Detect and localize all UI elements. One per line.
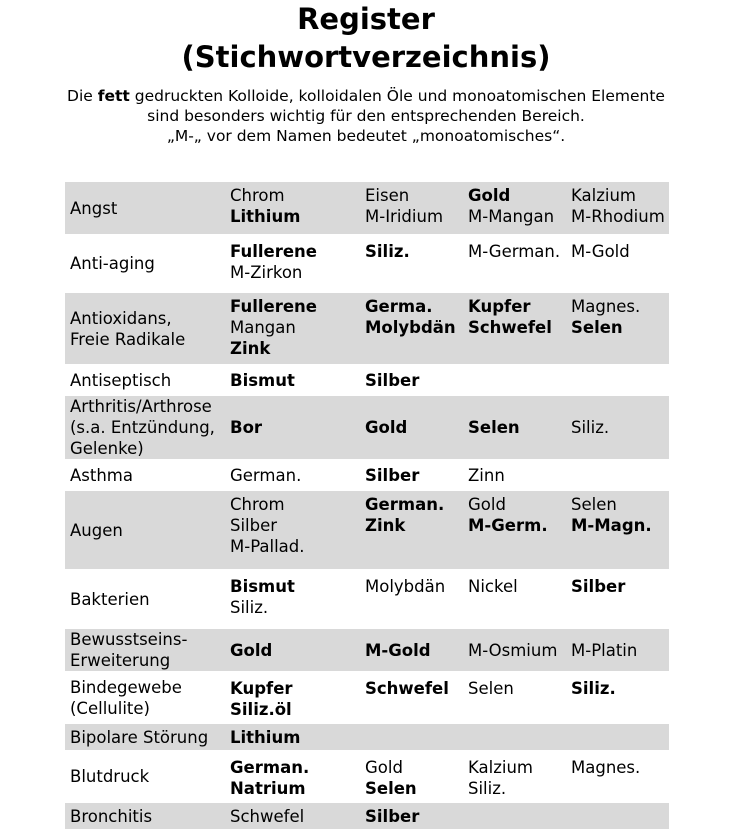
element-entry: Silber: [365, 465, 420, 485]
element-entry: Fullerene: [230, 297, 317, 316]
table-row: [65, 675, 669, 720]
row-cell: [463, 754, 566, 799]
topic-line: Bronchitis: [70, 806, 153, 826]
topic-line: Bipolare Störung: [70, 727, 209, 747]
topic-line: Arthritis/Arthrose: [70, 397, 212, 416]
row-cell: [225, 182, 360, 234]
row-cell: [360, 396, 463, 459]
element-entry: Bismut: [230, 370, 295, 390]
row-topic: [65, 754, 225, 799]
element-entry: German.: [365, 495, 445, 514]
element-entry: Lithium: [230, 207, 301, 226]
row-cell: [566, 573, 669, 625]
element-entry: Schwefel: [468, 318, 552, 337]
element-entry: Fullerene: [230, 242, 317, 261]
element-entry: Selen: [468, 679, 514, 698]
row-cell: [463, 368, 566, 392]
topic-line: Gelenke): [70, 439, 144, 458]
table-row: [65, 724, 669, 750]
row-cell: [360, 491, 463, 569]
topic-line: Bakterien: [70, 589, 150, 609]
element-entry: M-German.: [468, 242, 561, 261]
row-cell: [463, 629, 566, 671]
element-entry: M-Osmium: [468, 640, 558, 660]
element-entry: Gold: [468, 495, 506, 514]
element-entry: German.: [230, 465, 302, 485]
element-entry: M-Platin: [571, 640, 638, 660]
element-entry: M-Rhodium: [571, 207, 665, 226]
element-entry: Siliz.: [230, 598, 269, 617]
element-entry: Silber: [230, 516, 278, 535]
table-row: [65, 573, 669, 625]
element-entry: M-Gold: [571, 242, 630, 261]
element-entry: Siliz.: [571, 418, 610, 437]
topic-line: Bindegewebe: [70, 677, 182, 697]
element-entry: Bismut: [230, 577, 295, 596]
row-topic: [65, 629, 225, 671]
element-entry: M-Germ.: [468, 516, 548, 535]
intro-line-1: Die fett gedruckten Kolloide, kolloidalen Öle und monoatomischen Elemente: [67, 87, 665, 105]
element-entry: Zink: [365, 516, 406, 535]
row-topic: [65, 396, 225, 459]
element-entry: Lithium: [230, 727, 301, 747]
element-entry: M-Gold: [365, 640, 431, 660]
row-cell: [360, 724, 463, 750]
row-cell: [463, 491, 566, 569]
table-row: [65, 803, 669, 829]
table-row: [65, 293, 669, 364]
row-cell: [463, 182, 566, 234]
table-row: [65, 491, 669, 569]
row-cell: [566, 182, 669, 234]
element-entry: Selen: [365, 779, 417, 798]
row-cell: [225, 491, 360, 569]
row-cell: [225, 238, 360, 289]
row-topic: [65, 182, 225, 234]
row-cell: [225, 573, 360, 625]
intro-line-3: „M-„ vor dem Namen bedeutet „monoatomisches“.: [166, 127, 566, 145]
row-topic: [65, 724, 225, 750]
table-row: [65, 368, 669, 392]
element-entry: Mangan: [230, 318, 296, 337]
element-entry: Bor: [230, 418, 263, 437]
element-entry: M-Zirkon: [230, 263, 303, 282]
element-entry: M-Iridium: [365, 207, 444, 226]
table-row: [65, 182, 669, 234]
row-cell: [566, 629, 669, 671]
row-topic: [65, 573, 225, 625]
element-entry: Zinn: [468, 465, 505, 485]
element-entry: Siliz.: [468, 779, 507, 798]
row-cell: [360, 293, 463, 364]
element-entry: Chrom: [230, 186, 285, 205]
element-entry: Kupfer: [468, 297, 531, 316]
element-entry: Chrom: [230, 495, 285, 514]
element-entry: Silber: [365, 370, 420, 390]
row-cell: [463, 396, 566, 459]
element-entry: Selen: [468, 418, 520, 437]
topic-line: Antioxidans,: [70, 308, 172, 328]
row-cell: [566, 754, 669, 799]
row-cell: [566, 463, 669, 487]
row-cell: [463, 675, 566, 720]
element-entry: Magnes.: [571, 758, 641, 777]
element-entry: Zink: [230, 339, 271, 358]
row-cell: [360, 463, 463, 487]
row-cell: [360, 182, 463, 234]
row-cell: [225, 629, 360, 671]
table-row: [65, 396, 669, 459]
row-cell: [225, 803, 360, 829]
element-entry: M-Mangan: [468, 207, 555, 226]
intro-line-2: sind besonders wichtig für den entsprechenden Bereich.: [147, 107, 585, 125]
row-cell: [225, 293, 360, 364]
row-topic: [65, 491, 225, 569]
intro-text: [0, 86, 732, 146]
row-cell: [463, 724, 566, 750]
topic-line: Freie Radikale: [70, 329, 186, 349]
topic-line: Erweiterung: [70, 651, 171, 670]
topic-line: Blutdruck: [70, 767, 150, 786]
element-entry: German.: [230, 758, 310, 777]
row-cell: [463, 463, 566, 487]
row-cell: [463, 803, 566, 829]
row-cell: [360, 238, 463, 289]
row-topic: [65, 463, 225, 487]
element-entry: M-Magn.: [571, 516, 652, 535]
topic-line: Augen: [70, 520, 123, 540]
table-row: [65, 629, 669, 671]
row-topic: [65, 368, 225, 392]
row-cell: [360, 803, 463, 829]
element-entry: Schwefel: [365, 679, 449, 698]
row-cell: [463, 293, 566, 364]
element-entry: Natrium: [230, 779, 306, 798]
row-cell: [225, 463, 360, 487]
element-entry: Molybdän: [365, 318, 456, 337]
row-cell: [566, 368, 669, 392]
row-cell: [225, 724, 360, 750]
row-cell: [463, 573, 566, 625]
element-entry: Kalzium: [468, 758, 534, 777]
row-cell: [566, 675, 669, 720]
row-topic: [65, 293, 225, 364]
topic-line: Angst: [70, 198, 118, 218]
topic-line: Asthma: [70, 465, 133, 485]
element-entry: Gold: [365, 418, 408, 437]
row-cell: [566, 491, 669, 569]
row-cell: [566, 293, 669, 364]
element-entry: Silber: [571, 577, 626, 596]
element-entry: Kalzium: [571, 186, 637, 205]
page-title: Register: [297, 2, 435, 36]
page-subtitle: (Stichwortverzeichnis): [181, 40, 551, 74]
element-entry: Gold: [468, 186, 511, 205]
row-cell: [463, 238, 566, 289]
row-cell: [360, 573, 463, 625]
topic-line: Anti-aging: [70, 254, 155, 273]
element-entry: Siliz.öl: [230, 700, 292, 719]
row-cell: [566, 724, 669, 750]
element-entry: Schwefel: [230, 806, 305, 826]
element-entry: Siliz.: [571, 679, 616, 698]
row-cell: [566, 396, 669, 459]
table-row: [65, 754, 669, 799]
row-topic: [65, 238, 225, 289]
element-entry: Selen: [571, 495, 617, 514]
element-entry: M-Pallad.: [230, 537, 305, 556]
element-entry: Kupfer: [230, 679, 293, 698]
topic-line: Bewusstseins-: [70, 630, 188, 649]
element-entry: Germa.: [365, 297, 433, 316]
element-entry: Gold: [230, 640, 273, 660]
row-cell: [225, 754, 360, 799]
topic-line: Antiseptisch: [70, 370, 172, 390]
row-cell: [225, 396, 360, 459]
topic-line: (Cellulite): [70, 698, 150, 718]
row-cell: [225, 368, 360, 392]
row-cell: [566, 803, 669, 829]
index-table: [65, 178, 669, 833]
element-entry: Siliz.: [365, 242, 410, 261]
row-cell: [225, 675, 360, 720]
element-entry: Nickel: [468, 577, 518, 596]
element-entry: Eisen: [365, 186, 410, 205]
element-entry: Gold: [365, 758, 403, 777]
row-topic: [65, 675, 225, 720]
row-cell: [360, 368, 463, 392]
element-entry: Silber: [365, 806, 420, 826]
row-cell: [566, 238, 669, 289]
element-entry: Magnes.: [571, 297, 641, 316]
element-entry: Selen: [571, 318, 623, 337]
row-topic: [65, 803, 225, 829]
row-cell: [360, 629, 463, 671]
element-entry: Molybdän: [365, 577, 446, 596]
table-row: [65, 238, 669, 289]
table-row: [65, 463, 669, 487]
row-cell: [360, 754, 463, 799]
topic-line: (s.a. Entzündung,: [70, 418, 215, 437]
row-cell: [360, 675, 463, 720]
